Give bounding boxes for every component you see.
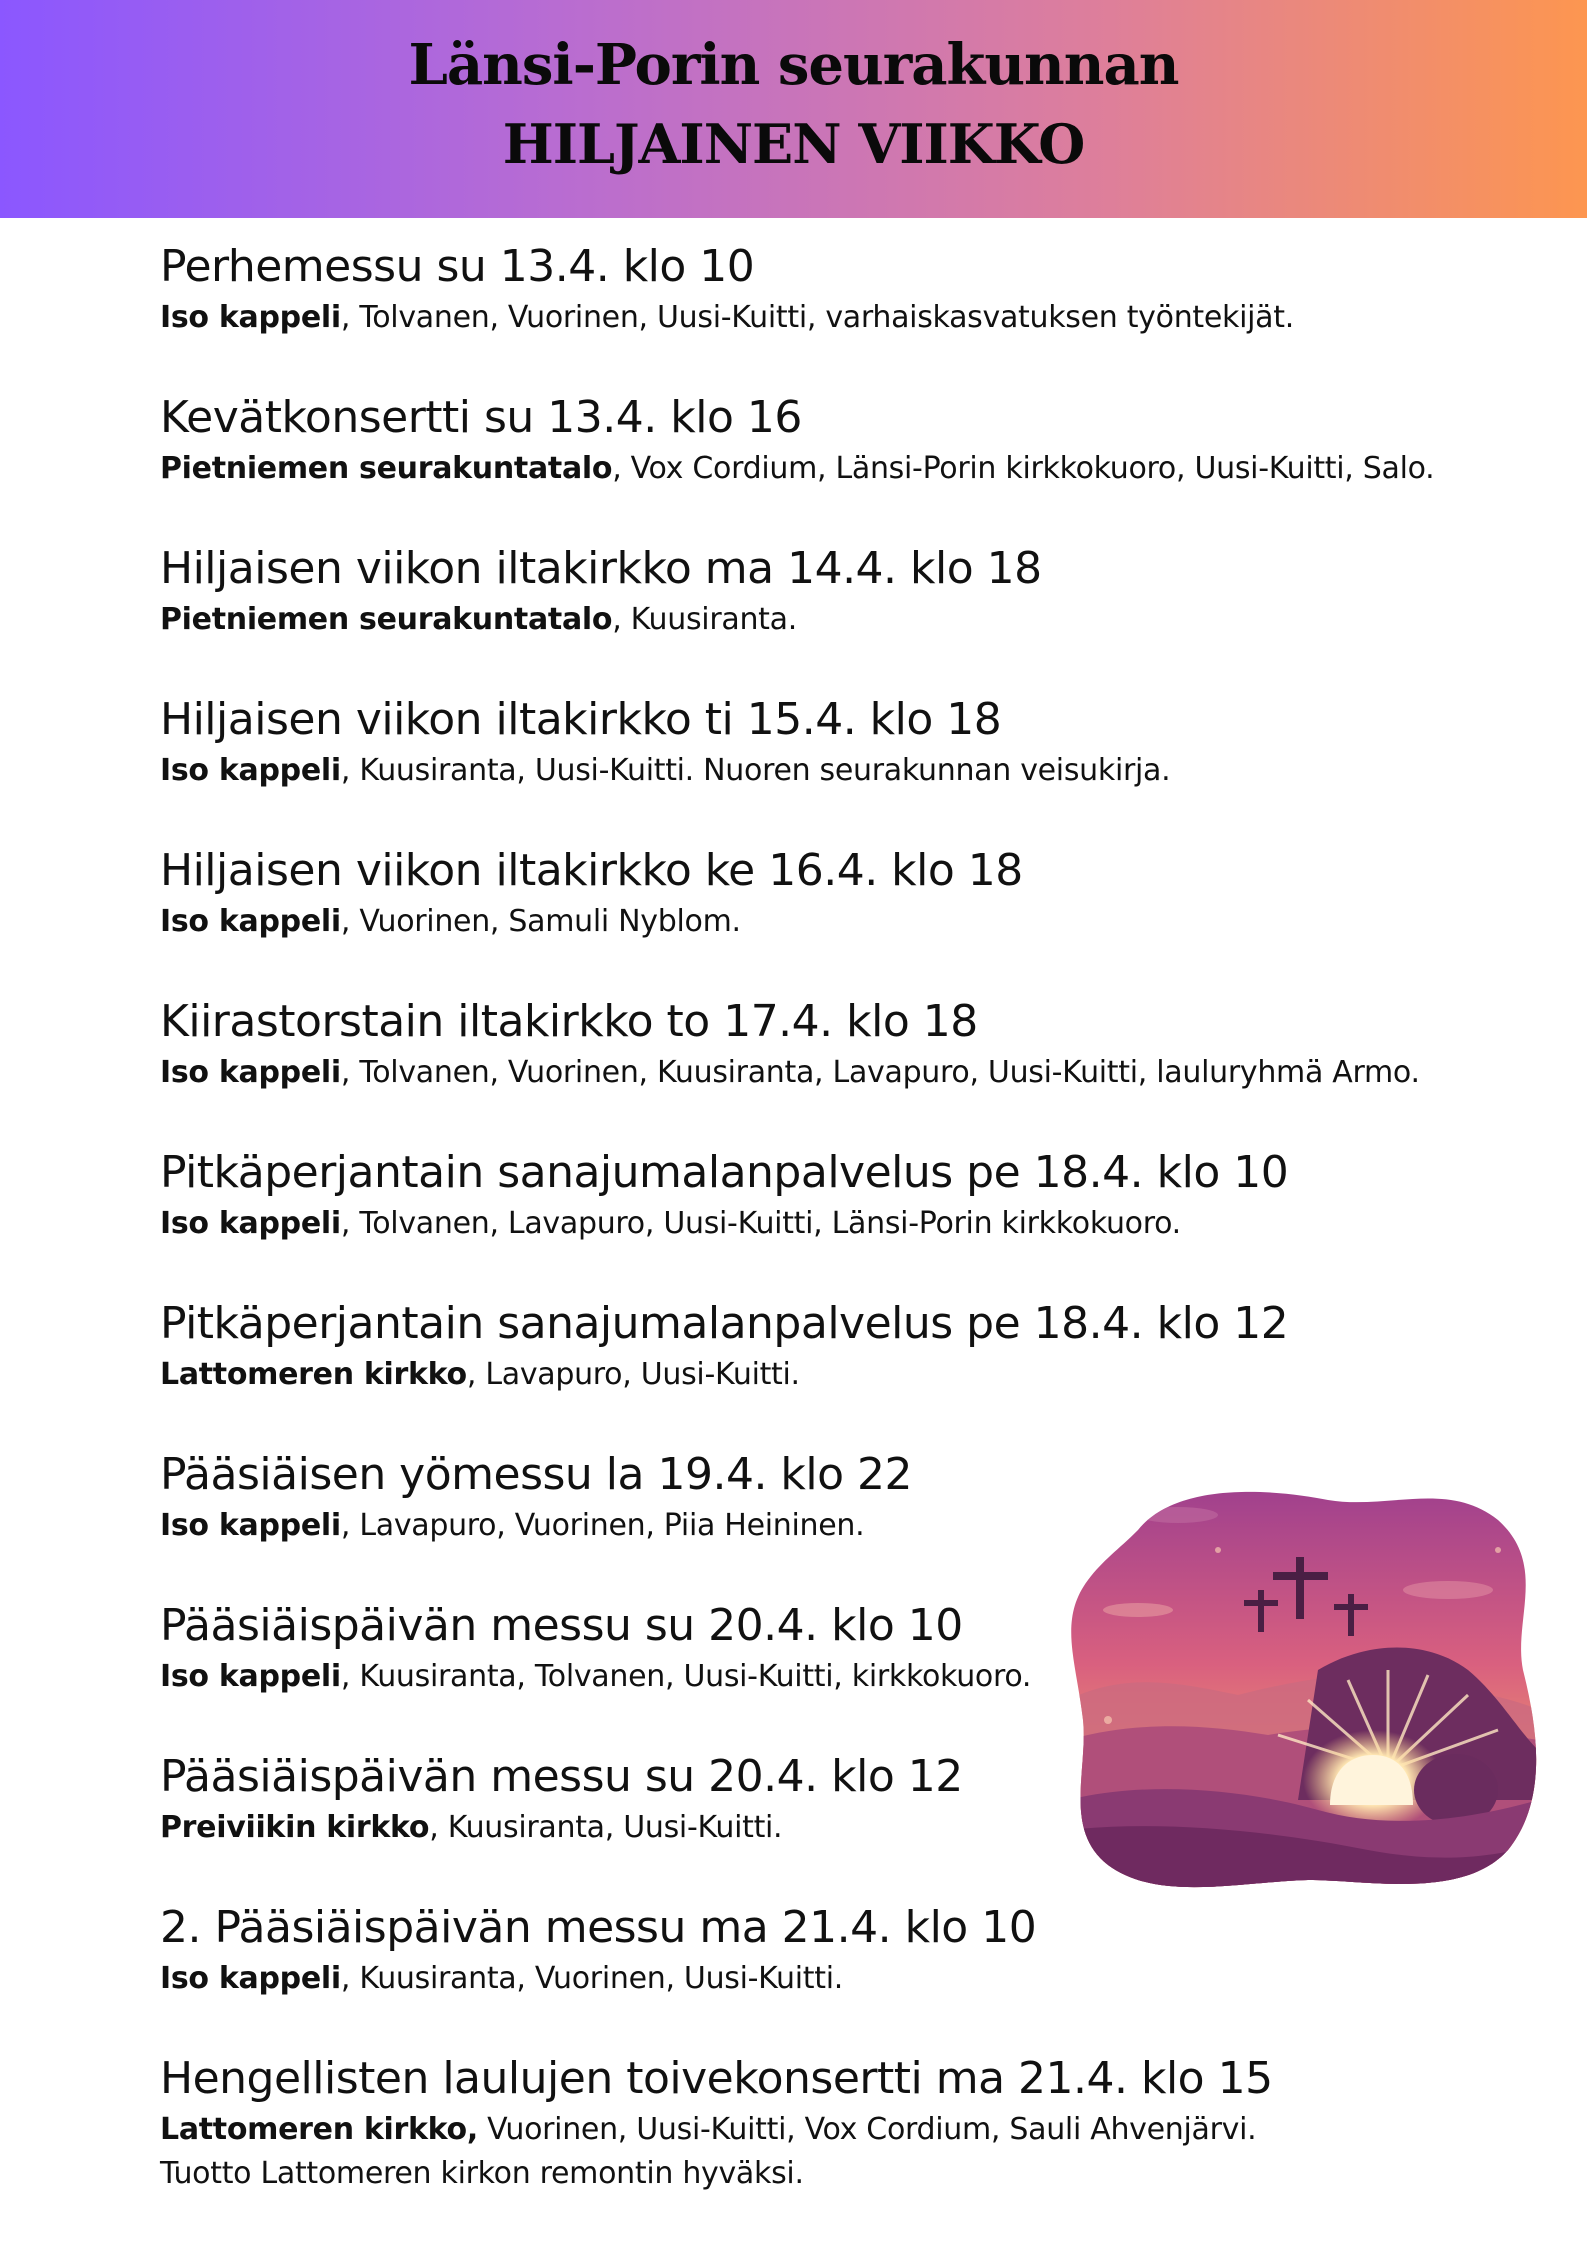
event-detail [160, 2108, 1560, 2152]
event-participants: , Kuusiranta, Tolvanen, Uusi-Kuitti, kirkkokuoro. [340, 1659, 1032, 1694]
event-detail [160, 598, 1560, 642]
list-item [160, 2050, 1560, 2201]
event-venue: Iso kappeli [160, 1206, 341, 1241]
list-item [160, 1899, 1560, 2050]
event-venue: Iso kappeli [160, 904, 341, 939]
page-header [0, 0, 1587, 218]
list-item [160, 1295, 1560, 1446]
event-detail [160, 749, 1560, 793]
event-participants: , Kuusiranta. [612, 602, 797, 637]
event-participants: , Tolvanen, Vuorinen, Uusi-Kuitti, varhaiskasvatuksen työntekijät. [340, 300, 1294, 335]
event-venue: Preiviikin kirkko [160, 1810, 430, 1845]
event-title: Pääsiäispäivän messu su 20.4. klo 12 [160, 1751, 963, 1802]
event-venue: Pietniemen seurakuntatalo [160, 602, 613, 637]
event-participants: , Tolvanen, Vuorinen, Kuusiranta, Lavapuro, Uusi-Kuitti, lauluryhmä Armo. [340, 1055, 1420, 1090]
event-participants: Vuorinen, Uusi-Kuitti, Vox Cordium, Sauli Ahvenjärvi. [477, 2112, 1257, 2147]
event-detail [160, 1353, 1560, 1397]
event-detail [160, 1051, 1560, 1095]
event-venue: Lattomeren kirkko [160, 1357, 467, 1392]
event-title: Hiljaisen viikon iltakirkko ti 15.4. klo 18 [160, 694, 1002, 745]
event-title: Pääsiäisen yömessu la 19.4. klo 22 [160, 1449, 913, 1500]
event-venue: Iso kappeli [160, 753, 341, 788]
event-title: Pitkäperjantain sanajumalanpalvelus pe 18.4. klo 12 [160, 1298, 1289, 1349]
easter-crosses-tomb-icon [1068, 1470, 1538, 1902]
event-participants: , Kuusiranta, Vuorinen, Uusi-Kuitti. [340, 1961, 844, 1996]
list-item [160, 238, 1560, 389]
event-title: Perhemessu su 13.4. klo 10 [160, 241, 755, 292]
list-item [160, 1144, 1560, 1295]
event-detail [160, 1202, 1560, 1246]
event-venue: Pietniemen seurakuntatalo [160, 451, 613, 486]
event-venue: Iso kappeli [160, 1508, 341, 1543]
event-title: Pääsiäispäivän messu su 20.4. klo 10 [160, 1600, 963, 1651]
list-item [160, 691, 1560, 842]
event-detail [160, 900, 1560, 944]
event-note: Tuotto Lattomeren kirkon remontin hyväksi. [160, 2156, 804, 2191]
list-item [160, 540, 1560, 691]
event-participants: , Tolvanen, Lavapuro, Uusi-Kuitti, Länsi-Porin kirkkokuoro. [340, 1206, 1181, 1241]
event-detail [160, 296, 1560, 340]
event-participants: , Lavapuro, Vuorinen, Piia Heininen. [340, 1508, 865, 1543]
page-title: Länsi-Porin seurakunnan [408, 32, 1179, 98]
list-item [160, 842, 1560, 993]
event-title: Hiljaisen viikon iltakirkko ma 14.4. klo 18 [160, 543, 1042, 594]
event-venue: Iso kappeli [160, 1055, 341, 1090]
event-participants: , Vuorinen, Samuli Nyblom. [340, 904, 741, 939]
page-subtitle: HILJAINEN VIIKKO [502, 112, 1085, 176]
event-title: Kevätkonsertti su 13.4. klo 16 [160, 392, 802, 443]
illustration-scene [1068, 1470, 1538, 1902]
event-venue: Lattomeren kirkko, [160, 2112, 478, 2147]
event-venue: Iso kappeli [160, 1659, 341, 1694]
event-title: 2. Pääsiäispäivän messu ma 21.4. klo 10 [160, 1902, 1037, 1953]
event-participants: , Vox Cordium, Länsi-Porin kirkkokuoro, Uusi-Kuitti, Salo. [612, 451, 1435, 486]
event-detail [160, 1957, 1560, 2001]
event-participants: , Lavapuro, Uusi-Kuitti. [466, 1357, 800, 1392]
event-title: Kiirastorstain iltakirkko to 17.4. klo 18 [160, 996, 978, 1047]
list-item [160, 389, 1560, 540]
event-title: Pitkäperjantain sanajumalanpalvelus pe 18.4. klo 10 [160, 1147, 1289, 1198]
event-list [160, 238, 1560, 2201]
event-title: Hengellisten laulujen toivekonsertti ma 21.4. klo 15 [160, 2053, 1273, 2104]
event-detail [160, 447, 1560, 491]
event-participants: , Kuusiranta, Uusi-Kuitti. Nuoren seurakunnan veisukirja. [340, 753, 1171, 788]
event-title: Hiljaisen viikon iltakirkko ke 16.4. klo 18 [160, 845, 1023, 896]
event-participants: , Kuusiranta, Uusi-Kuitti. [429, 1810, 783, 1845]
list-item [160, 993, 1560, 1144]
event-venue: Iso kappeli [160, 300, 341, 335]
event-venue: Iso kappeli [160, 1961, 341, 1996]
